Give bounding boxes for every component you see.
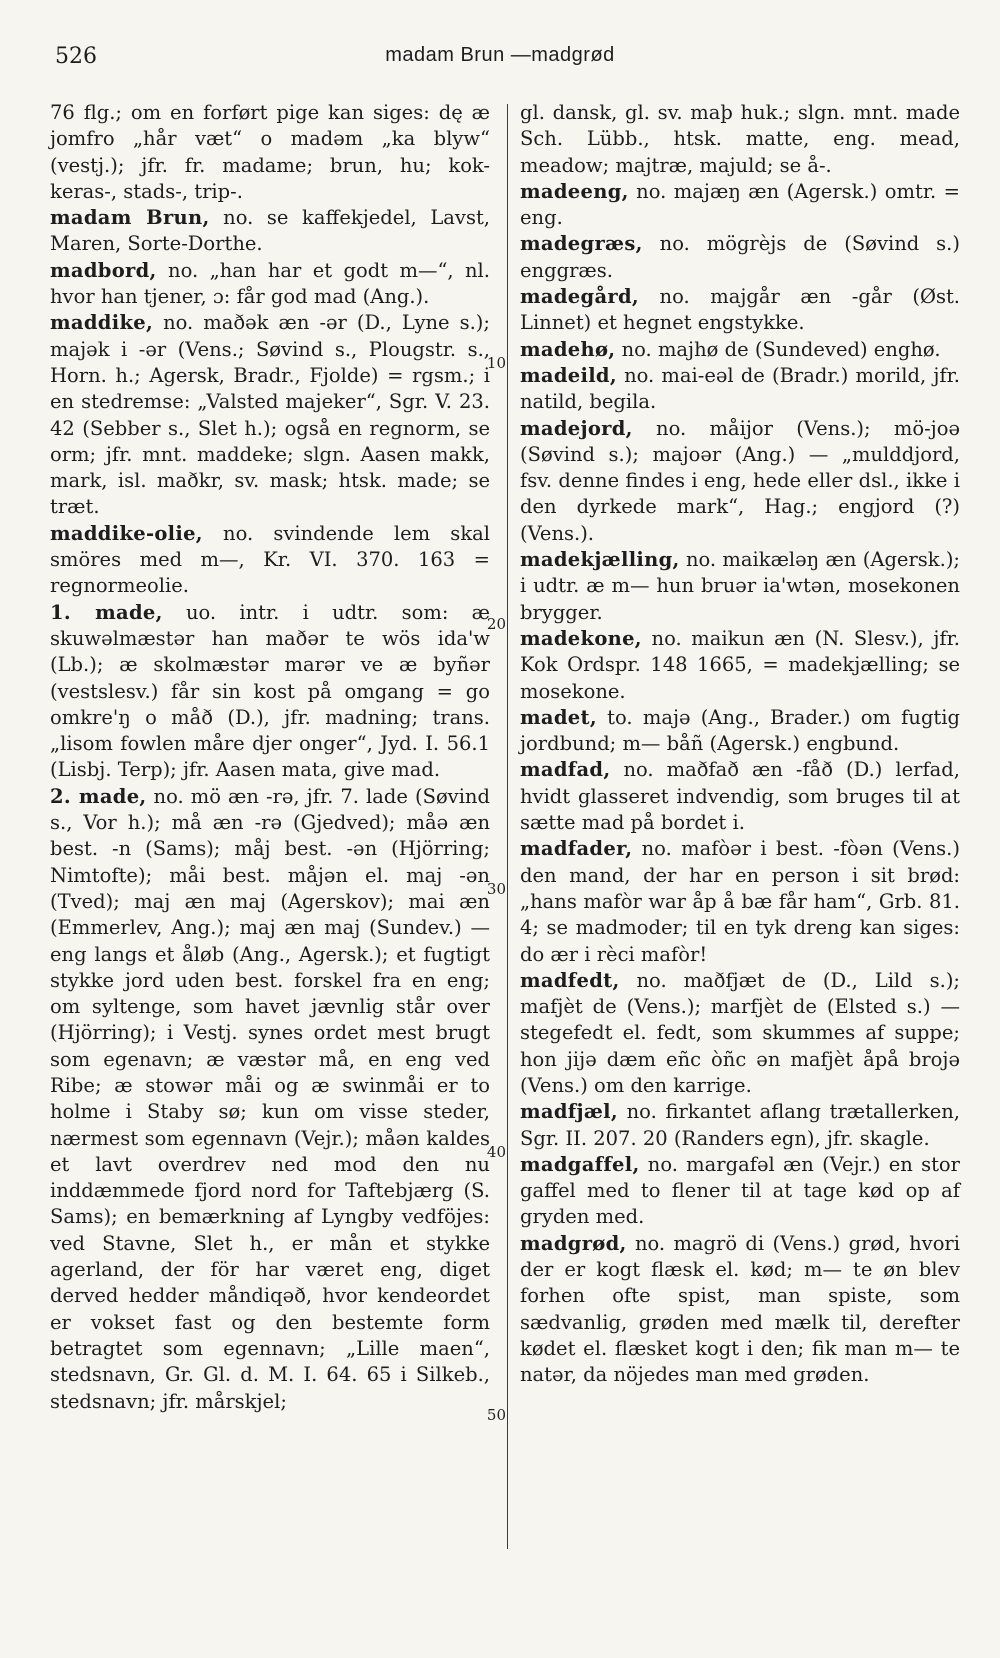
- line-number: 30: [486, 880, 506, 898]
- line-number: 10: [486, 354, 506, 372]
- entry-madeild: madeild, no. mai-eəl de (Bradr.) morild, jfr. natild, begila.: [520, 363, 960, 414]
- entry-madfad: madfad, no. maðfað æn -fåð (D.) lerfad, hvidt glasseret indvendig, som bruges til at sætte mad på bordet i.: [520, 758, 960, 835]
- entry-madeho: madehø, no. majhø de (Sundeved) enghø.: [520, 337, 941, 361]
- entry-madgaffel: madgaffel, no. margafəl æn (Vejr.) en stor gaffel med to flener til at tage kød op af gryden med.: [520, 1152, 960, 1229]
- entry-madfader: madfader, no. mafòər i best. -fòən (Vens.) den mand, der har en person i sit brød: „hans mafòr war åp å bæ får ham“, Grb. 81. 4; se madmoder; til en tyk dreng kan siges: do ær i rèci mafòr!: [520, 837, 960, 966]
- entry-madgrod: madgrød, no. magrö di (Vens.) grød, hvori der er kogt flæsk el. kød; m— te øn blev forhen ofte spist, man spiste, som sædvanlig, grøden med mælk til, derefter kødet el. flæsket kogt i den; fik man m— te natər, da nöjedes man med grøden.: [520, 1231, 960, 1387]
- entry-madekjaelling: madekjælling, no. maikæləŋ æn (Agersk.); i udtr. æ m— hun bruər ia'wtən, mosekonen brygger.: [520, 548, 960, 624]
- entry-madejord: madejord, no. måijor (Vens.); mö-joə (Søvind s.); majoər (Ang.) — „mulddjord, fsv. denne findes i eng, hede eller dsl., ikke i den dyrkede mark“, Hag.; engjord (?) (Vens.).: [520, 416, 960, 545]
- left-column: [50, 100, 490, 1415]
- entry-madekone: madekone, no. maikun æn (N. Slesv.), jfr. Kok Ordspr. 148 1665, = madekjælling; se mosekone.: [520, 626, 960, 703]
- entry-madeeng: madeeng, no. majæŋ æn (Agersk.) omtr. = eng.: [520, 179, 960, 230]
- page-number: 526: [55, 44, 97, 69]
- line-number: 50: [486, 1406, 506, 1424]
- entry-made-2: 2. made, no. mö æn -rə, jfr. 7. lade (Søvind s., Vor h.); må æn -rə (Gjedved); måə æn best. -n (Sams); måj best. -ən (Hjörring; Nimtofte); måi best. måjən el. maj -ən (Tved); maj æn maj (Agerskov); mai æn (Emmerlev, Ang.); maj æn maj (Sundev.) — eng langs et åløb (Ang., Agersk.); et fugtigt stykke jord uden best. forskel fra en eng; om syltenge, som havet jævnlig står over (Hjörring); i Vestj. synes ordet mest brugt som egenavn; æ væstər må, en eng ved Ribe; æ stowər måi og æ swinmåi er to holme i Staby sø; kun om visse steder, nærmest som egennavn (Vejr.); måən kaldes et lavt overdrev ned mod den nu inddæmmede fjord nord for Taftebjærg (S. Sams); en bemærkning af Lyngby vedföjes: ved Stavne, Slet h., er mån et stykke agerland, der för har været eng, diget derved hedder måndiqəð, hvor kendeordet er vokset fast og den bestemte form betragtet som egennavn; „Lille maen“, stedsnavn, Gr. Gl. d. M. I. 64. 65 i Silkeb., stedsnavn; jfr. mårskjel;: [50, 784, 490, 1413]
- line-number: 20: [486, 615, 506, 633]
- entry-madfjael: madfjæl, no. firkantet aflang trætallerken, Sgr. II. 207. 20 (Randers egn), jfr. skagle.: [520, 1100, 960, 1150]
- entry-continuation: 76 flg.; om en forført pige kan siges: dę æ jomfro „hår væt“ o madəm „ka blyw“ (vestj.); jfr. fr. madame; brun, hu; kok-keras-, stads-, trip-.: [50, 101, 490, 203]
- entry-madegraes: madegræs, no. mögrèjs de (Søvind s.) enggræs.: [520, 232, 960, 282]
- right-column: [520, 100, 960, 1389]
- running-head: madam Brun —madgrød: [385, 44, 615, 66]
- entry-made-1: 1. made, uo. intr. i udtr. som: æ skuwəlmæstər han maðər te wös ida'w (Lb.); æ skolmæstər marər ve æ byñər (vestslesv.) får sin kost på omgang = go omkre'ŋ o måð (D.), jfr. madning; trans. „lisom fowlen måre djer onger“, Jyd. I. 56.1 (Lisbj. Terp); jfr. Aasen mata, give mad.: [50, 600, 490, 782]
- page-header: [55, 44, 945, 78]
- entry-madegard: madegård, no. majgår æn -går (Øst. Linnet) et hegnet engstykke.: [520, 285, 960, 335]
- entry-madbord: madbord, no. „han har et godt m—“, nl. hvor han tjener, ɔ: får god mad (Ang.).: [50, 258, 490, 309]
- entry-continuation: gl. dansk, gl. sv. maþ huk.; slgn. mnt. made Sch. Lübb., htsk. matte, eng. mead, meadow; majtræ, majuld; se å-.: [520, 101, 960, 177]
- entry-maddike-olie: maddike-olie, no. svindende lem skal smöres med m—, Kr. VI. 370. 163 = regnormeolie.: [50, 521, 490, 598]
- column-divider: [507, 104, 508, 1549]
- entry-maddike: maddike, no. maðək æn -ər (D., Lyne s.); majək i -ər (Vens.; Søvind s., Plougstr. s., Horn. h.; Agersk, Bradr., Fjolde) = rgsm.; i en stedremse: „Valsted majeker“, Sgr. V. 23. 42 (Sebber s., Slet h.); også en regnorm, se orm; jfr. mnt. maddeke; slgn. Aasen makk, mark, isl. maðkr, sv. mask; htsk. made; se træt.: [50, 311, 490, 519]
- entry-madfedt: madfedt, no. maðfjæt de (D., Lild s.); mafjèt de (Vens.); marfjèt de (Elsted s.) — stegefedt el. fedt, som skummes af suppe; hon jijə dæm eñc òñc ən mafjèt åpå brojə (Vens.) om den karrige.: [520, 968, 960, 1097]
- line-number: 40: [486, 1143, 506, 1161]
- entry-madam-brun: madam Brun, no. se kaffekjedel, Lavst, Maren, Sorte-Dorthe.: [50, 206, 490, 256]
- entry-madet: madet, to. majə (Ang., Brader.) om fugtig jordbund; m— båñ (Agersk.) engbund.: [520, 705, 960, 756]
